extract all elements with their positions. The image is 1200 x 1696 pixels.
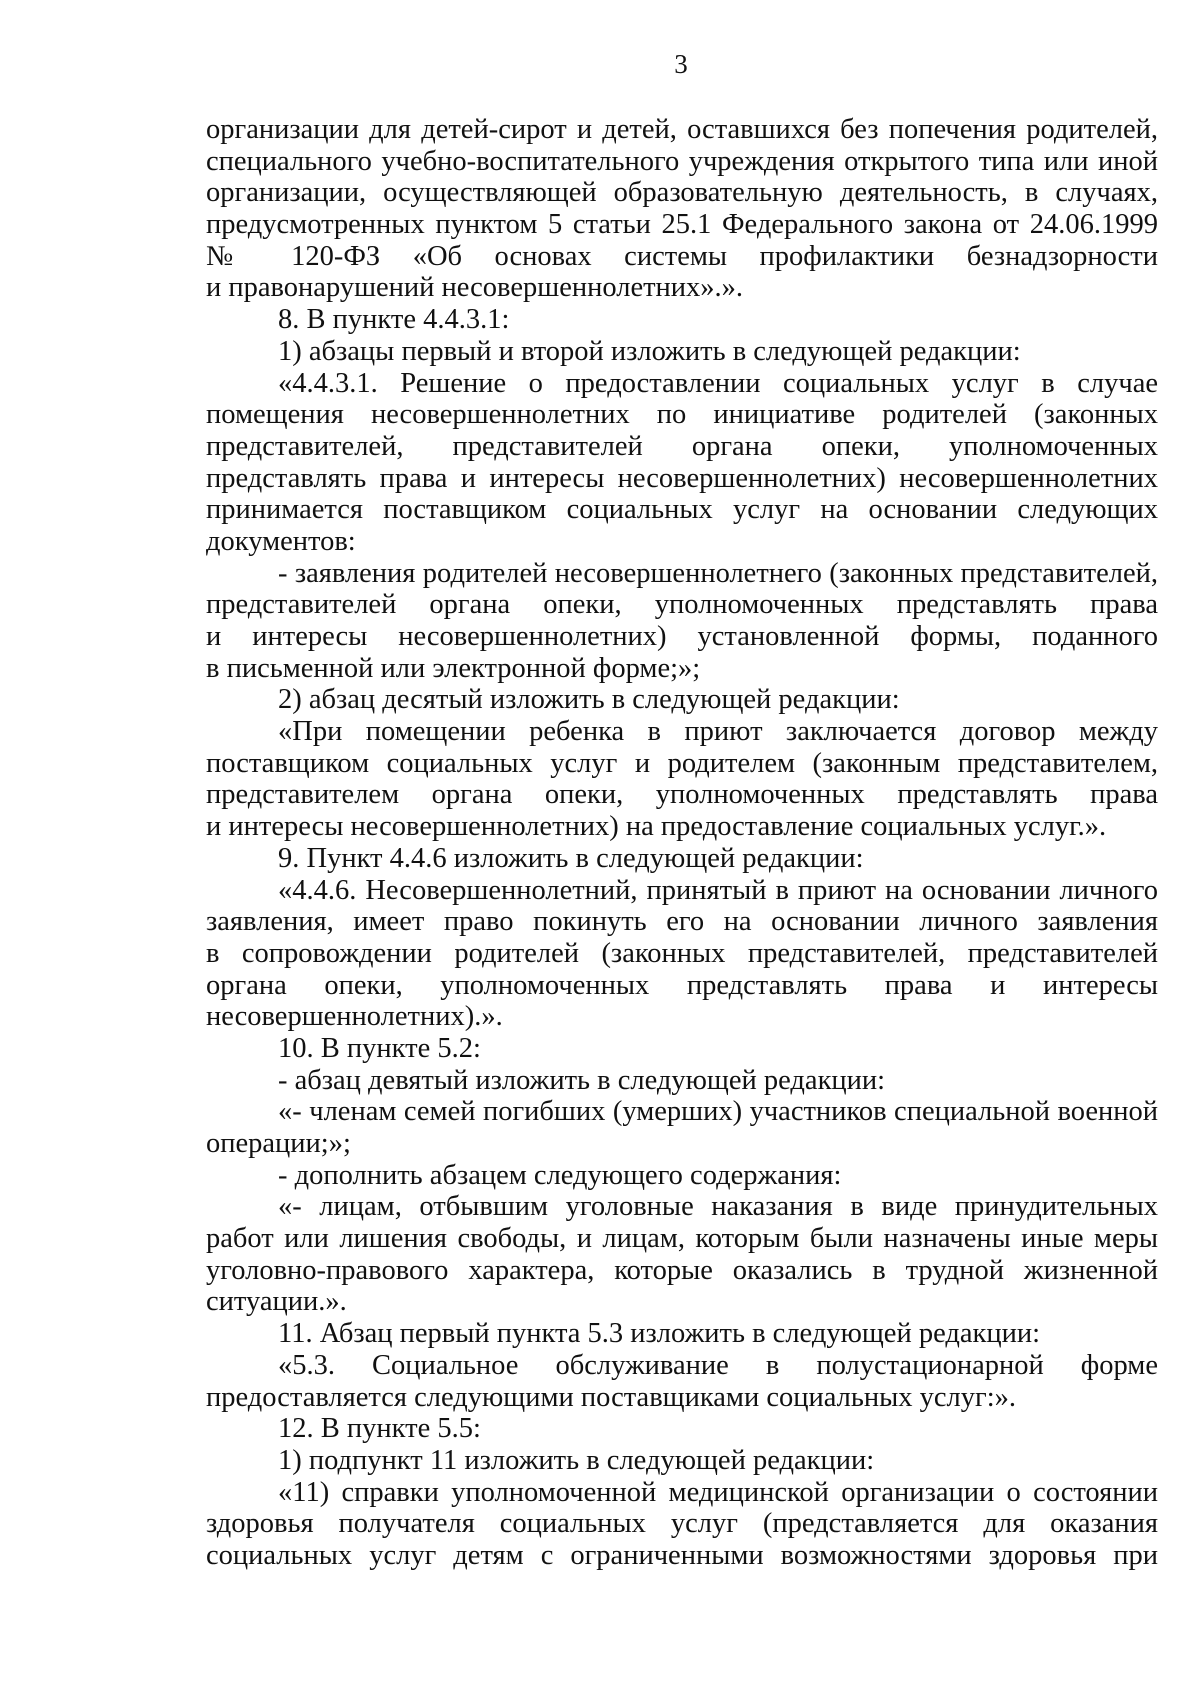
text-line: 10. В пункте 5.2: [278,1032,481,1064]
text-line: уголовно-правового характера, которые оказались в трудной жизненной [206,1254,1158,1286]
text-line: органа опеки, уполномоченных представлять права и интересы [206,969,1158,1001]
text-line: и правонарушений несовершеннолетних».». [206,272,744,304]
text-line: и интересы несовершеннолетних) установленной формы, поданного [206,621,1158,652]
text-line: - дополнить абзацем следующего содержания: [278,1159,842,1191]
text-line: ситуации.». [206,1286,347,1318]
text-line: работ или лишения свободы, и лицам, которым были назначены иные меры [206,1223,1158,1255]
text-line: - заявления родителей несовершеннолетнего (законных представителей, [278,557,1158,589]
text-line: 1) подпункт 11 изложить в следующей редакции: [278,1444,875,1476]
text-line: 1) абзацы первый и второй изложить в следующей редакции: [278,335,1021,367]
text-line: «11) справки уполномоченной медицинской организации о состоянии [278,1476,1158,1508]
text-line: помещения несовершеннолетних по инициативе родителей (законных [206,399,1158,431]
text-line: - абзац девятый изложить в следующей редакции: [278,1064,886,1096]
text-line: и интересы несовершеннолетних) на предоставление социальных услуг.». [206,811,1107,843]
text-line: документов: [206,525,356,557]
text-line: «- лицам, отбывшим уголовные наказания в виде принудительных [278,1191,1158,1223]
text-line: «4.4.6. Несовершеннолетний, принятый в приют на основании личного [278,874,1158,906]
text-line: «- членам семей погибших (умерших) участников специальной военной [278,1096,1158,1128]
text-line: операции;»; [206,1128,351,1159]
text-line: организации, осуществляющей образовательную деятельность, в случаях, [206,177,1158,209]
text-line: «5.3. Социальное обслуживание в полустационарной форме [278,1349,1158,1381]
page-number: 3 [674,49,688,79]
text-line: заявления, имеет право покинуть его на основании личного заявления [206,906,1158,938]
text-line: представителей органа опеки, уполномоченных представлять права [206,589,1158,621]
text-line: представителем органа опеки, уполномоченных представлять права [206,779,1158,811]
text-line: предусмотренных пунктом 5 статьи 25.1 Федерального закона от 24.06.1999 [206,209,1158,241]
text-line: 12. В пункте 5.5: [278,1413,481,1445]
text-line: в письменной или электронной форме;»; [206,652,701,684]
text-line: здоровья получателя социальных услуг (представляется для оказания [206,1508,1158,1540]
document-body [206,114,1158,1572]
text-line: 8. В пункте 4.4.3.1: [278,304,510,336]
text-line: представлять права и интересы несовершеннолетних) несовершеннолетних [206,462,1158,494]
text-line: 9. Пункт 4.4.6 изложить в следующей редакции: [278,842,864,874]
text-line: в сопровождении родителей (законных представителей, представителей [206,937,1158,969]
text-line: «4.4.3.1. Решение о предоставлении социальных услуг в случае [278,367,1158,399]
text-line: принимается поставщиком социальных услуг на основании следующих [206,494,1158,526]
text-line: поставщиком социальных услуг и родителем (законным представителем, [206,747,1158,779]
text-line: организации для детей-сирот и детей, оставшихся без попечения родителей, [206,114,1158,145]
text-line: № 120-ФЗ «Об основах системы профилактики безнадзорности [206,240,1158,272]
text-line: «При помещении ребенка в приют заключается договор между [278,716,1158,748]
text-line: специального учебно-воспитательного учреждения открытого типа или иной [206,145,1158,177]
text-line: 2) абзац десятый изложить в следующей редакции: [278,684,900,716]
text-line: несовершеннолетних).». [206,1001,503,1033]
text-line: 11. Абзац первый пункта 5.3 изложить в следующей редакции: [278,1318,1041,1350]
text-line: предоставляется следующими поставщиками социальных услуг:». [206,1381,1016,1413]
text-line: представителей, представителей органа опеки, уполномоченных [206,430,1158,462]
text-line: социальных услуг детям с ограниченными возможностями здоровья при [206,1539,1158,1571]
